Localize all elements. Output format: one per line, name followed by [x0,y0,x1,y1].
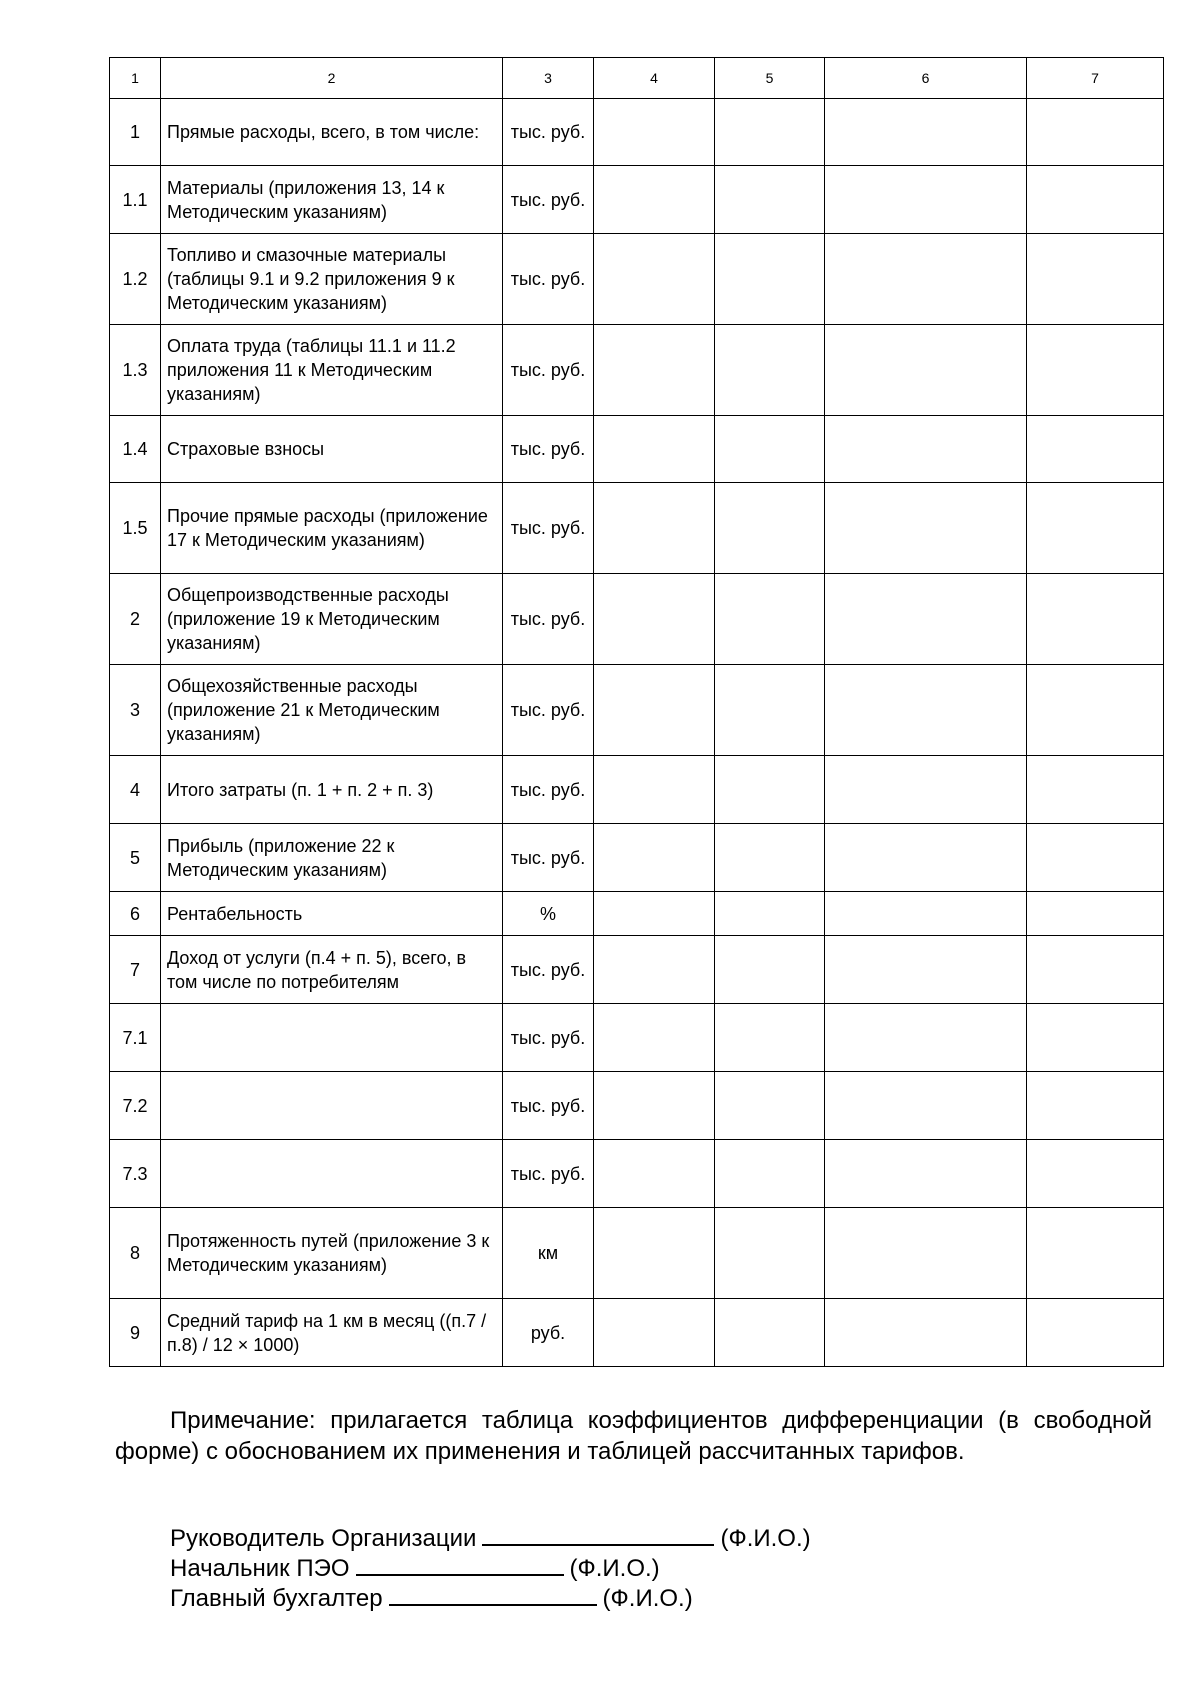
value-cell-6 [825,1004,1027,1072]
value-cell-6 [825,234,1027,325]
table-row [110,892,1164,936]
table-row [110,483,1164,574]
signature-suffix: (Ф.И.О.) [602,1585,693,1612]
table-header-row [110,58,1164,99]
column-number-4: 4 [594,58,715,99]
row-number: 3 [110,665,161,756]
value-cell-4 [594,1208,715,1299]
value-cell-4 [594,99,715,166]
value-cell-4 [594,665,715,756]
value-cell-7 [1027,574,1164,665]
row-unit: тыс. руб. [503,1072,594,1140]
row-unit: тыс. руб. [503,936,594,1004]
row-number: 2 [110,574,161,665]
table-row [110,756,1164,824]
value-cell-7 [1027,892,1164,936]
row-name: Материалы (приложения 13, 14 к Методическим указаниям) [161,166,503,234]
row-name: Прибыль (приложение 22 к Методическим указаниям) [161,824,503,892]
value-cell-5 [715,665,825,756]
tariff-calculation-table [109,57,1164,1367]
table-row [110,99,1164,166]
signature-line-peo [170,1554,811,1584]
row-name: Топливо и смазочные материалы (таблицы 9.1 и 9.2 приложения 9 к Методическим указаниям) [161,234,503,325]
row-name: Оплата труда (таблицы 11.1 и 11.2 приложения 11 к Методическим указаниям) [161,325,503,416]
value-cell-7 [1027,166,1164,234]
signature-blank [482,1524,714,1546]
column-number-1: 1 [110,58,161,99]
value-cell-7 [1027,756,1164,824]
signature-blank [389,1584,597,1606]
row-name: Итого затраты (п. 1 + п. 2 + п. 3) [161,756,503,824]
table-row [110,1208,1164,1299]
row-number: 7.1 [110,1004,161,1072]
signature-line-accountant [170,1584,811,1614]
column-number-3: 3 [503,58,594,99]
value-cell-6 [825,1140,1027,1208]
row-number: 7 [110,936,161,1004]
note-paragraph: Примечание: прилагается таблица коэффициентов дифференциации (в свободной форме) с обоснованием их применения и таблицей рассчитанных тарифов. [115,1407,1152,1465]
row-name: Прочие прямые расходы (приложение 17 к Методическим указаниям) [161,483,503,574]
signature-label: Начальник ПЭО [170,1555,350,1582]
value-cell-4 [594,1072,715,1140]
signature-label: Руководитель Организации [170,1525,477,1552]
column-number-7: 7 [1027,58,1164,99]
value-cell-4 [594,824,715,892]
value-cell-7 [1027,234,1164,325]
value-cell-6 [825,1208,1027,1299]
value-cell-5 [715,1208,825,1299]
value-cell-4 [594,325,715,416]
row-number: 6 [110,892,161,936]
value-cell-5 [715,574,825,665]
row-name: Общехозяйственные расходы (приложение 21 к Методическим указаниям) [161,665,503,756]
row-unit: тыс. руб. [503,1140,594,1208]
value-cell-6 [825,1299,1027,1367]
value-cell-4 [594,574,715,665]
signature-suffix: (Ф.И.О.) [569,1555,660,1582]
row-name: Страховые взносы [161,416,503,483]
value-cell-5 [715,824,825,892]
value-cell-4 [594,1140,715,1208]
value-cell-5 [715,234,825,325]
value-cell-6 [825,756,1027,824]
value-cell-7 [1027,1072,1164,1140]
value-cell-7 [1027,1299,1164,1367]
value-cell-5 [715,1140,825,1208]
row-name [161,1004,503,1072]
value-cell-5 [715,483,825,574]
value-cell-7 [1027,416,1164,483]
row-number: 1.1 [110,166,161,234]
row-number: 7.3 [110,1140,161,1208]
value-cell-4 [594,1004,715,1072]
table-row [110,1072,1164,1140]
signature-suffix: (Ф.И.О.) [720,1525,811,1552]
row-name: Прямые расходы, всего, в том числе: [161,99,503,166]
signature-blank [356,1554,564,1576]
row-number: 8 [110,1208,161,1299]
value-cell-4 [594,1299,715,1367]
value-cell-5 [715,892,825,936]
value-cell-7 [1027,99,1164,166]
value-cell-7 [1027,325,1164,416]
row-unit: тыс. руб. [503,665,594,756]
table-row [110,1004,1164,1072]
row-name: Общепроизводственные расходы (приложение 19 к Методическим указаниям) [161,574,503,665]
value-cell-7 [1027,824,1164,892]
table-row [110,416,1164,483]
row-number: 1.4 [110,416,161,483]
row-unit: тыс. руб. [503,824,594,892]
table-row [110,234,1164,325]
row-unit: руб. [503,1299,594,1367]
value-cell-6 [825,416,1027,483]
row-number: 7.2 [110,1072,161,1140]
row-number: 9 [110,1299,161,1367]
table-row [110,1299,1164,1367]
value-cell-6 [825,483,1027,574]
row-name [161,1140,503,1208]
row-number: 1.2 [110,234,161,325]
value-cell-6 [825,99,1027,166]
value-cell-6 [825,166,1027,234]
value-cell-4 [594,166,715,234]
value-cell-4 [594,234,715,325]
row-unit: тыс. руб. [503,234,594,325]
row-name: Средний тариф на 1 км в месяц ((п.7 / п.8) / 12 × 1000) [161,1299,503,1367]
value-cell-5 [715,325,825,416]
value-cell-5 [715,416,825,483]
table-body [110,58,1164,1367]
row-unit: км [503,1208,594,1299]
value-cell-6 [825,1072,1027,1140]
value-cell-7 [1027,1004,1164,1072]
table-row [110,665,1164,756]
row-number: 1.5 [110,483,161,574]
value-cell-6 [825,892,1027,936]
table-row [110,1140,1164,1208]
signature-label: Главный бухгалтер [170,1585,383,1612]
row-unit: тыс. руб. [503,325,594,416]
value-cell-5 [715,166,825,234]
row-name: Рентабельность [161,892,503,936]
row-name: Доход от услуги (п.4 + п. 5), всего, в том числе по потребителям [161,936,503,1004]
row-number: 1.3 [110,325,161,416]
column-number-6: 6 [825,58,1027,99]
table-row [110,824,1164,892]
row-unit: тыс. руб. [503,99,594,166]
table-row [110,574,1164,665]
value-cell-4 [594,756,715,824]
row-number: 4 [110,756,161,824]
table-row [110,325,1164,416]
table-row [110,936,1164,1004]
signature-line-head [170,1524,811,1554]
row-unit: тыс. руб. [503,574,594,665]
row-name: Протяженность путей (приложение 3 к Методическим указаниям) [161,1208,503,1299]
row-unit: % [503,892,594,936]
value-cell-4 [594,936,715,1004]
value-cell-5 [715,1072,825,1140]
row-name [161,1072,503,1140]
value-cell-5 [715,1299,825,1367]
value-cell-4 [594,483,715,574]
column-number-5: 5 [715,58,825,99]
value-cell-7 [1027,936,1164,1004]
value-cell-6 [825,824,1027,892]
row-number: 1 [110,99,161,166]
value-cell-7 [1027,483,1164,574]
column-number-2: 2 [161,58,503,99]
row-unit: тыс. руб. [503,483,594,574]
row-number: 5 [110,824,161,892]
value-cell-5 [715,99,825,166]
value-cell-6 [825,574,1027,665]
value-cell-4 [594,892,715,936]
value-cell-5 [715,936,825,1004]
row-unit: тыс. руб. [503,166,594,234]
value-cell-7 [1027,665,1164,756]
value-cell-7 [1027,1140,1164,1208]
value-cell-6 [825,936,1027,1004]
value-cell-6 [825,325,1027,416]
row-unit: тыс. руб. [503,1004,594,1072]
value-cell-6 [825,665,1027,756]
value-cell-5 [715,1004,825,1072]
signature-block [170,1524,811,1614]
value-cell-7 [1027,1208,1164,1299]
value-cell-4 [594,416,715,483]
row-unit: тыс. руб. [503,416,594,483]
table-row [110,166,1164,234]
value-cell-5 [715,756,825,824]
row-unit: тыс. руб. [503,756,594,824]
